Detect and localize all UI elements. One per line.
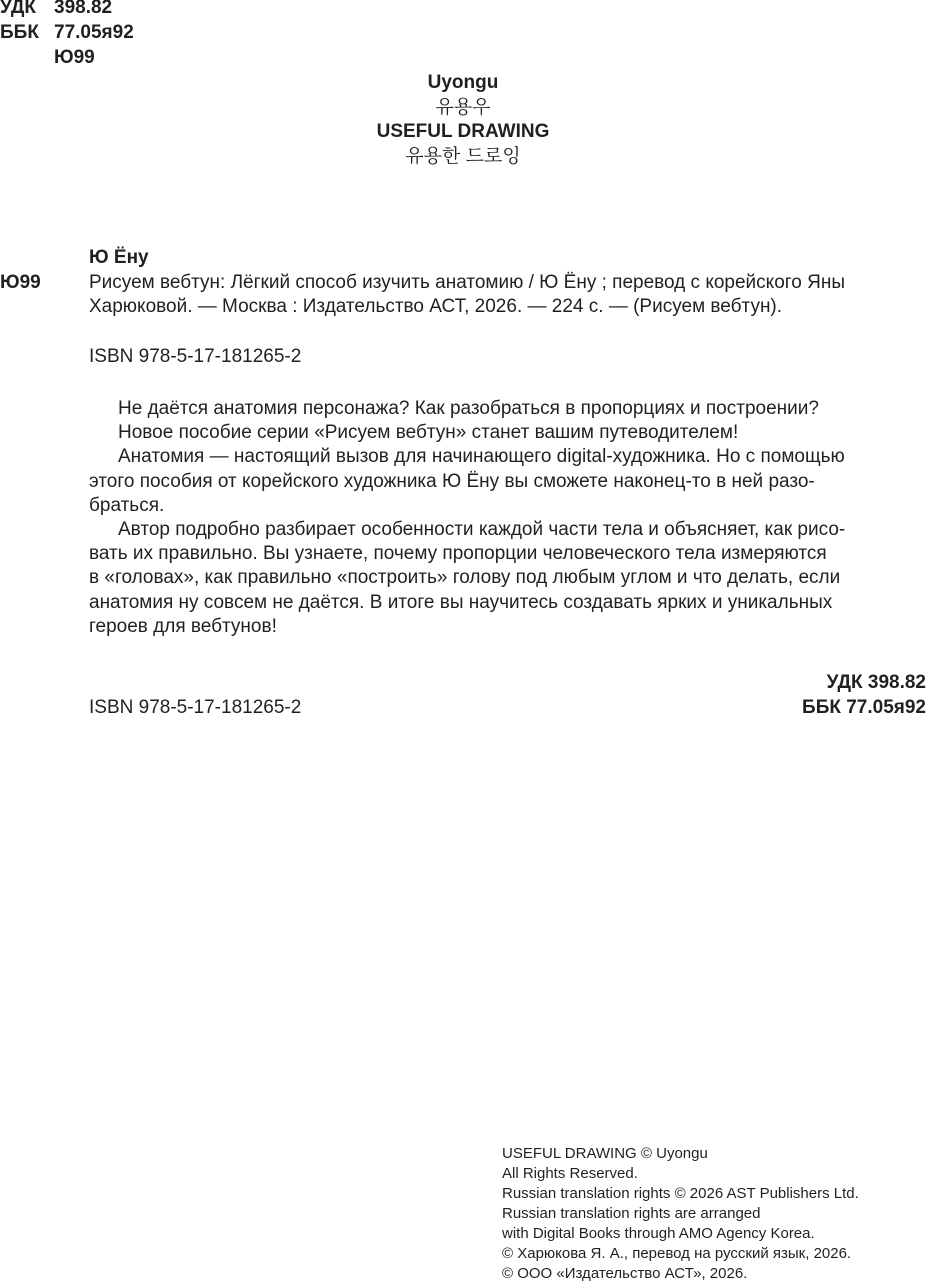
rights-line: Russian translation rights are arranged (502, 1205, 761, 1222)
udk-label: УДК (0, 0, 36, 18)
annotation-line: анатомия ну совсем не даётся. В итоге вы научитесь создавать ярких и уникальных (89, 591, 833, 613)
original-title-english: USEFUL DRAWING (376, 121, 550, 142)
annotation-line: героев для вебтунов! (89, 615, 277, 637)
annotation-line: вать их правильно. Вы узнаете, почему пропорции человеческого тела измеряются (89, 543, 827, 565)
catalog-isbn: ISBN 978-5-17-181265-2 (89, 346, 302, 367)
annotation-line: Автор подробно разбирает особенности каждой части тела и объясняет, как рисо- (118, 519, 846, 541)
rights-block (502, 1144, 859, 1284)
annotation-line: в «головах», как правильно «построить» голову под любым углом и что делать, если (89, 567, 841, 589)
catalog-entry-line: Рисуем вебтун: Лёгкий способ изучить анатомию / Ю Ёну ; перевод с корейского Яны (89, 272, 845, 293)
rights-line: Russian translation rights © 2026 AST Publishers Ltd. (502, 1185, 859, 1202)
catalog-entry-line: Харюковой. — Москва : Издательство АСТ, 2026. — 224 с. — (Рисуем вебтун). (89, 296, 783, 317)
catalog-entry (89, 271, 926, 319)
catalog-author: Ю Ёну (89, 247, 149, 268)
rights-line: USEFUL DRAWING © Uyongu (502, 1145, 708, 1162)
udk-value: 398.82 (54, 0, 113, 18)
annotation-line: Не даётся анатомия персонажа? Как разобраться в пропорциях и построении? (118, 398, 819, 419)
original-author-korean: 유용우 (435, 97, 491, 118)
annotation-line: Анатомия — настоящий вызов для начинающего digital-художника. Но с помощью (118, 446, 845, 468)
bbk-value: 77.05я92 (54, 22, 134, 43)
original-author-romanized: Uyongu (427, 72, 499, 93)
rights-line: All Rights Reserved. (502, 1165, 638, 1182)
original-title-korean: 유용한 드로잉 (405, 146, 521, 167)
annotation-line: Новое пособие серии «Рисуем вебтун» станет вашим путеводителем! (118, 422, 739, 444)
annotation (89, 397, 926, 639)
footer-udk: УДК 398.82 (826, 672, 926, 693)
author-mark: Ю99 (54, 47, 95, 68)
footer-isbn: ISBN 978-5-17-181265-2 (89, 697, 302, 718)
footer-bbk: ББК 77.05я92 (802, 697, 926, 718)
catalog-code: Ю99 (0, 272, 41, 293)
bbk-label: ББК (0, 22, 39, 43)
annotation-line: браться. (89, 494, 165, 516)
rights-line: © Харюкова Я. А., перевод на русский язык, 2026. (502, 1245, 852, 1262)
annotation-line: этого пособия от корейского художника Ю Ёну вы сможете наконец-то в ней разо- (89, 470, 815, 492)
rights-line: © ООО «Издательство АСТ», 2026. (502, 1265, 748, 1282)
rights-line: with Digital Books through AMO Agency Korea. (502, 1225, 815, 1242)
